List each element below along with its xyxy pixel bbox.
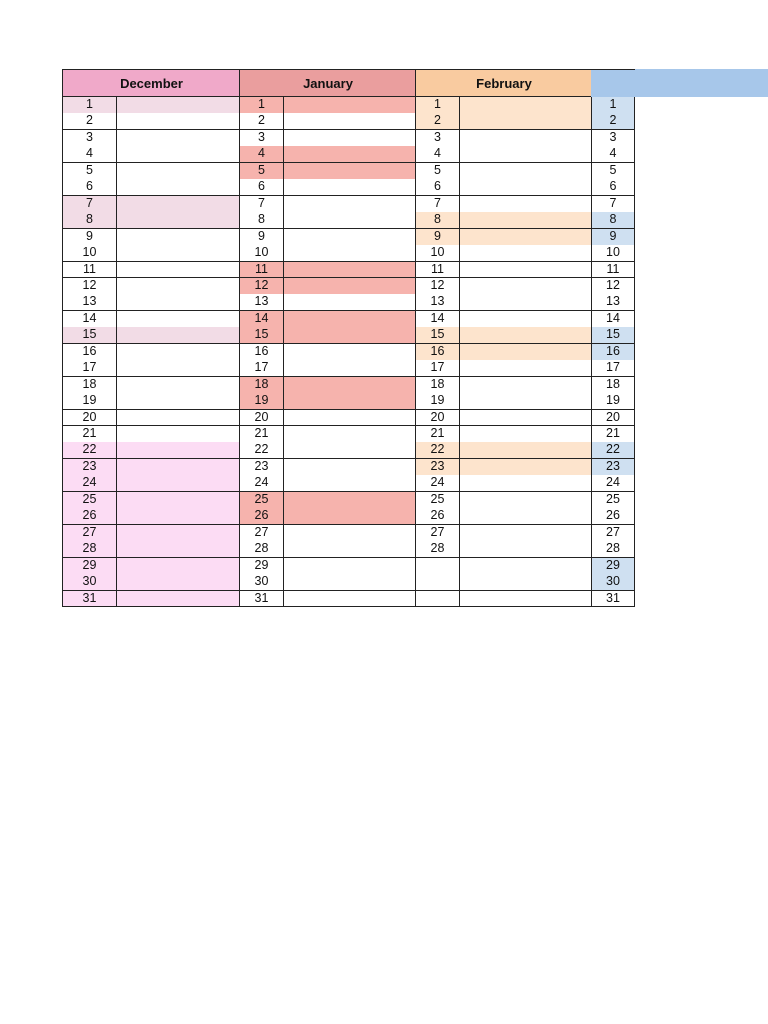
day-note-cell[interactable] (283, 360, 415, 377)
day-note-cell[interactable] (459, 442, 591, 459)
day-number-cell[interactable]: 8 (62, 212, 116, 229)
day-note-cell[interactable] (459, 212, 591, 229)
day-note-cell[interactable] (283, 377, 415, 394)
day-number-cell[interactable]: 11 (415, 262, 459, 279)
day-number-cell[interactable]: 2 (415, 113, 459, 130)
day-number-cell[interactable]: 13 (239, 294, 283, 311)
day-number-cell[interactable]: 27 (415, 525, 459, 542)
day-number-cell[interactable]: 11 (62, 262, 116, 279)
day-number-cell[interactable]: 6 (591, 179, 635, 196)
day-note-cell[interactable] (116, 311, 239, 328)
day-note-cell[interactable] (116, 262, 239, 279)
day-note-cell[interactable] (459, 163, 591, 180)
day-note-cell[interactable] (283, 558, 415, 575)
day-note-cell[interactable] (459, 130, 591, 147)
day-number-cell[interactable]: 27 (591, 525, 635, 542)
day-number-cell[interactable]: 14 (415, 311, 459, 328)
day-note-cell[interactable] (459, 344, 591, 361)
day-number-cell[interactable]: 19 (591, 393, 635, 410)
day-note-cell[interactable] (116, 508, 239, 525)
day-number-cell[interactable]: 1 (415, 97, 459, 114)
day-number-cell[interactable]: 3 (62, 130, 116, 147)
day-number-cell[interactable]: 22 (415, 442, 459, 459)
day-number-cell[interactable]: 10 (415, 245, 459, 262)
month-header-february[interactable]: February (415, 69, 592, 97)
day-note-cell[interactable] (116, 179, 239, 196)
day-note-cell[interactable] (459, 459, 591, 476)
day-note-cell[interactable] (459, 541, 591, 558)
day-number-cell[interactable]: 17 (62, 360, 116, 377)
day-note-cell[interactable] (459, 393, 591, 410)
day-note-cell[interactable] (459, 410, 591, 427)
day-number-cell[interactable]: 22 (62, 442, 116, 459)
day-number-cell[interactable]: 2 (239, 113, 283, 130)
day-number-cell[interactable]: 9 (62, 229, 116, 246)
day-number-cell[interactable]: 5 (591, 163, 635, 180)
day-note-cell[interactable] (283, 196, 415, 213)
month-header-december[interactable]: December (62, 69, 240, 97)
day-note-cell[interactable] (116, 459, 239, 476)
day-note-cell[interactable] (116, 426, 239, 443)
day-number-cell[interactable]: 27 (239, 525, 283, 542)
day-number-cell[interactable]: 31 (591, 591, 635, 608)
day-number-cell[interactable]: 30 (591, 574, 635, 591)
day-number-cell[interactable]: 25 (415, 492, 459, 509)
day-number-cell[interactable]: 9 (239, 229, 283, 246)
day-number-cell[interactable]: 29 (591, 558, 635, 575)
day-note-cell[interactable] (283, 262, 415, 279)
day-note-cell[interactable] (116, 574, 239, 591)
day-note-cell[interactable] (116, 163, 239, 180)
day-number-cell[interactable]: 31 (239, 591, 283, 608)
header-top-border (591, 69, 635, 70)
day-note-cell[interactable] (116, 475, 239, 492)
day-number-cell[interactable] (415, 591, 459, 608)
day-number-cell[interactable]: 13 (591, 294, 635, 311)
day-number-cell[interactable]: 1 (591, 97, 635, 114)
day-note-cell[interactable] (459, 591, 591, 608)
day-note-cell[interactable] (459, 492, 591, 509)
day-note-cell[interactable] (283, 229, 415, 246)
day-note-cell[interactable] (283, 541, 415, 558)
day-note-cell[interactable] (283, 245, 415, 262)
day-note-cell[interactable] (283, 278, 415, 295)
day-number-cell[interactable]: 26 (62, 508, 116, 525)
day-number-cell[interactable]: 15 (239, 327, 283, 344)
day-note-cell[interactable] (116, 146, 239, 163)
month-header-fourth[interactable] (591, 69, 768, 97)
day-note-cell[interactable] (116, 541, 239, 558)
day-number-cell[interactable]: 21 (415, 426, 459, 443)
day-note-cell[interactable] (283, 442, 415, 459)
day-number-cell[interactable]: 25 (591, 492, 635, 509)
day-number-cell[interactable]: 13 (62, 294, 116, 311)
day-number-cell[interactable]: 20 (415, 410, 459, 427)
day-number-cell[interactable]: 3 (415, 130, 459, 147)
day-note-cell[interactable] (459, 311, 591, 328)
day-number-cell[interactable]: 22 (591, 442, 635, 459)
day-note-cell[interactable] (283, 179, 415, 196)
day-note-cell[interactable] (283, 492, 415, 509)
day-number-cell[interactable]: 19 (239, 393, 283, 410)
day-note-cell[interactable] (283, 163, 415, 180)
day-number-cell[interactable]: 6 (415, 179, 459, 196)
day-note-cell[interactable] (459, 229, 591, 246)
day-number-cell[interactable]: 9 (415, 229, 459, 246)
day-number-cell[interactable]: 24 (62, 475, 116, 492)
day-note-cell[interactable] (283, 146, 415, 163)
day-note-cell[interactable] (116, 97, 239, 114)
day-note-cell[interactable] (283, 475, 415, 492)
day-number-cell[interactable] (415, 574, 459, 591)
day-number-cell[interactable]: 8 (415, 212, 459, 229)
day-note-cell[interactable] (459, 360, 591, 377)
day-number-cell[interactable]: 31 (62, 591, 116, 608)
day-note-cell[interactable] (283, 426, 415, 443)
day-number-cell[interactable]: 26 (239, 508, 283, 525)
day-number-cell[interactable]: 8 (591, 212, 635, 229)
day-number-cell[interactable]: 23 (415, 459, 459, 476)
day-note-cell[interactable] (283, 393, 415, 410)
day-number-cell[interactable]: 28 (62, 541, 116, 558)
day-note-cell[interactable] (283, 591, 415, 608)
day-note-cell[interactable] (116, 393, 239, 410)
day-note-cell[interactable] (283, 508, 415, 525)
day-number-cell[interactable]: 4 (62, 146, 116, 163)
day-number-cell[interactable]: 17 (239, 360, 283, 377)
day-number-cell[interactable]: 9 (591, 229, 635, 246)
day-number-cell[interactable]: 19 (62, 393, 116, 410)
day-note-cell[interactable] (459, 377, 591, 394)
day-number-cell[interactable]: 23 (239, 459, 283, 476)
day-note-cell[interactable] (459, 97, 591, 114)
day-note-cell[interactable] (283, 459, 415, 476)
day-number-cell[interactable]: 12 (415, 278, 459, 295)
day-number-cell[interactable]: 5 (415, 163, 459, 180)
day-number-cell[interactable]: 20 (239, 410, 283, 427)
day-note-cell[interactable] (116, 196, 239, 213)
day-note-cell[interactable] (116, 591, 239, 608)
day-note-cell[interactable] (116, 130, 239, 147)
day-note-cell[interactable] (459, 245, 591, 262)
day-note-cell[interactable] (283, 311, 415, 328)
day-number-cell[interactable]: 10 (591, 245, 635, 262)
day-number-cell[interactable]: 20 (62, 410, 116, 427)
day-number-cell[interactable]: 30 (239, 574, 283, 591)
day-number-cell[interactable]: 4 (239, 146, 283, 163)
day-number-cell[interactable]: 11 (239, 262, 283, 279)
day-number-cell[interactable]: 25 (239, 492, 283, 509)
day-number-cell[interactable]: 14 (62, 311, 116, 328)
day-note-cell[interactable] (116, 229, 239, 246)
day-number-cell[interactable]: 16 (591, 344, 635, 361)
day-number-cell[interactable]: 24 (415, 475, 459, 492)
day-number-cell[interactable]: 24 (239, 475, 283, 492)
day-note-cell[interactable] (459, 262, 591, 279)
day-number-cell[interactable]: 5 (62, 163, 116, 180)
day-number-cell[interactable]: 6 (239, 179, 283, 196)
day-note-cell[interactable] (116, 294, 239, 311)
day-note-cell[interactable] (283, 574, 415, 591)
day-number-cell[interactable]: 21 (591, 426, 635, 443)
day-note-cell[interactable] (116, 245, 239, 262)
day-note-cell[interactable] (116, 558, 239, 575)
day-number-cell[interactable]: 4 (591, 146, 635, 163)
day-number-cell[interactable]: 25 (62, 492, 116, 509)
day-number-cell[interactable]: 11 (591, 262, 635, 279)
day-note-cell[interactable] (459, 426, 591, 443)
day-number-cell[interactable]: 7 (591, 196, 635, 213)
day-note-cell[interactable] (116, 327, 239, 344)
day-number-cell[interactable]: 10 (62, 245, 116, 262)
day-number-cell[interactable]: 1 (239, 97, 283, 114)
day-note-cell[interactable] (116, 212, 239, 229)
day-number-cell[interactable]: 3 (591, 130, 635, 147)
day-number-cell[interactable]: 3 (239, 130, 283, 147)
day-number-cell[interactable]: 17 (591, 360, 635, 377)
day-number-cell[interactable]: 12 (239, 278, 283, 295)
day-number-cell[interactable]: 16 (62, 344, 116, 361)
day-number-cell[interactable]: 8 (239, 212, 283, 229)
day-number-cell[interactable]: 24 (591, 475, 635, 492)
day-number-cell[interactable] (415, 558, 459, 575)
day-number-cell[interactable]: 18 (239, 377, 283, 394)
day-note-cell[interactable] (459, 278, 591, 295)
day-note-cell[interactable] (459, 475, 591, 492)
day-number-cell[interactable]: 29 (239, 558, 283, 575)
day-number-cell[interactable]: 26 (591, 508, 635, 525)
day-note-cell[interactable] (459, 327, 591, 344)
day-number-cell[interactable]: 17 (415, 360, 459, 377)
day-note-cell[interactable] (283, 294, 415, 311)
day-number-cell[interactable]: 22 (239, 442, 283, 459)
day-number-cell[interactable]: 14 (591, 311, 635, 328)
day-number-cell[interactable]: 27 (62, 525, 116, 542)
day-note-cell[interactable] (116, 525, 239, 542)
day-number-cell[interactable]: 26 (415, 508, 459, 525)
day-number-cell[interactable]: 4 (415, 146, 459, 163)
day-note-cell[interactable] (459, 508, 591, 525)
day-note-cell[interactable] (116, 442, 239, 459)
day-number-cell[interactable]: 28 (239, 541, 283, 558)
day-number-cell[interactable]: 30 (62, 574, 116, 591)
day-number-cell[interactable]: 6 (62, 179, 116, 196)
day-note-cell[interactable] (459, 558, 591, 575)
day-number-cell[interactable]: 10 (239, 245, 283, 262)
day-number-cell[interactable]: 16 (415, 344, 459, 361)
day-number-cell[interactable]: 21 (62, 426, 116, 443)
day-number-cell[interactable]: 28 (415, 541, 459, 558)
day-number-cell[interactable]: 7 (415, 196, 459, 213)
day-note-cell[interactable] (116, 377, 239, 394)
day-note-cell[interactable] (283, 410, 415, 427)
day-number-cell[interactable]: 19 (415, 393, 459, 410)
day-number-cell[interactable]: 18 (415, 377, 459, 394)
day-number-cell[interactable]: 2 (62, 113, 116, 130)
day-note-cell[interactable] (459, 196, 591, 213)
day-note-cell[interactable] (116, 492, 239, 509)
day-note-cell[interactable] (283, 113, 415, 130)
day-number-cell[interactable]: 14 (239, 311, 283, 328)
day-note-cell[interactable] (283, 212, 415, 229)
day-note-cell[interactable] (459, 525, 591, 542)
day-number-cell[interactable]: 2 (591, 113, 635, 130)
day-number-cell[interactable]: 7 (62, 196, 116, 213)
day-note-cell[interactable] (459, 574, 591, 591)
day-number-cell[interactable]: 5 (239, 163, 283, 180)
day-note-cell[interactable] (116, 278, 239, 295)
day-number-cell[interactable]: 28 (591, 541, 635, 558)
day-note-cell[interactable] (459, 113, 591, 130)
day-number-cell[interactable]: 16 (239, 344, 283, 361)
day-number-cell[interactable]: 18 (62, 377, 116, 394)
day-note-cell[interactable] (116, 113, 239, 130)
day-note-cell[interactable] (459, 179, 591, 196)
day-number-cell[interactable]: 15 (591, 327, 635, 344)
day-note-cell[interactable] (283, 525, 415, 542)
day-number-cell[interactable]: 13 (415, 294, 459, 311)
day-number-cell[interactable]: 12 (591, 278, 635, 295)
month-header-january[interactable]: January (239, 69, 416, 97)
day-number-cell[interactable]: 15 (415, 327, 459, 344)
day-note-cell[interactable] (283, 327, 415, 344)
day-note-cell[interactable] (283, 344, 415, 361)
day-note-cell[interactable] (283, 130, 415, 147)
day-note-cell[interactable] (116, 360, 239, 377)
day-note-cell[interactable] (116, 410, 239, 427)
day-note-cell[interactable] (459, 294, 591, 311)
day-number-cell[interactable]: 21 (239, 426, 283, 443)
day-number-cell[interactable]: 15 (62, 327, 116, 344)
day-note-cell[interactable] (459, 146, 591, 163)
day-note-cell[interactable] (116, 344, 239, 361)
day-number-cell[interactable]: 18 (591, 377, 635, 394)
day-number-cell[interactable]: 12 (62, 278, 116, 295)
day-number-cell[interactable]: 7 (239, 196, 283, 213)
day-number-cell[interactable]: 20 (591, 410, 635, 427)
day-number-cell[interactable]: 1 (62, 97, 116, 114)
day-number-cell[interactable]: 29 (62, 558, 116, 575)
day-number-cell[interactable]: 23 (591, 459, 635, 476)
day-number-cell[interactable]: 23 (62, 459, 116, 476)
day-note-cell[interactable] (283, 97, 415, 114)
